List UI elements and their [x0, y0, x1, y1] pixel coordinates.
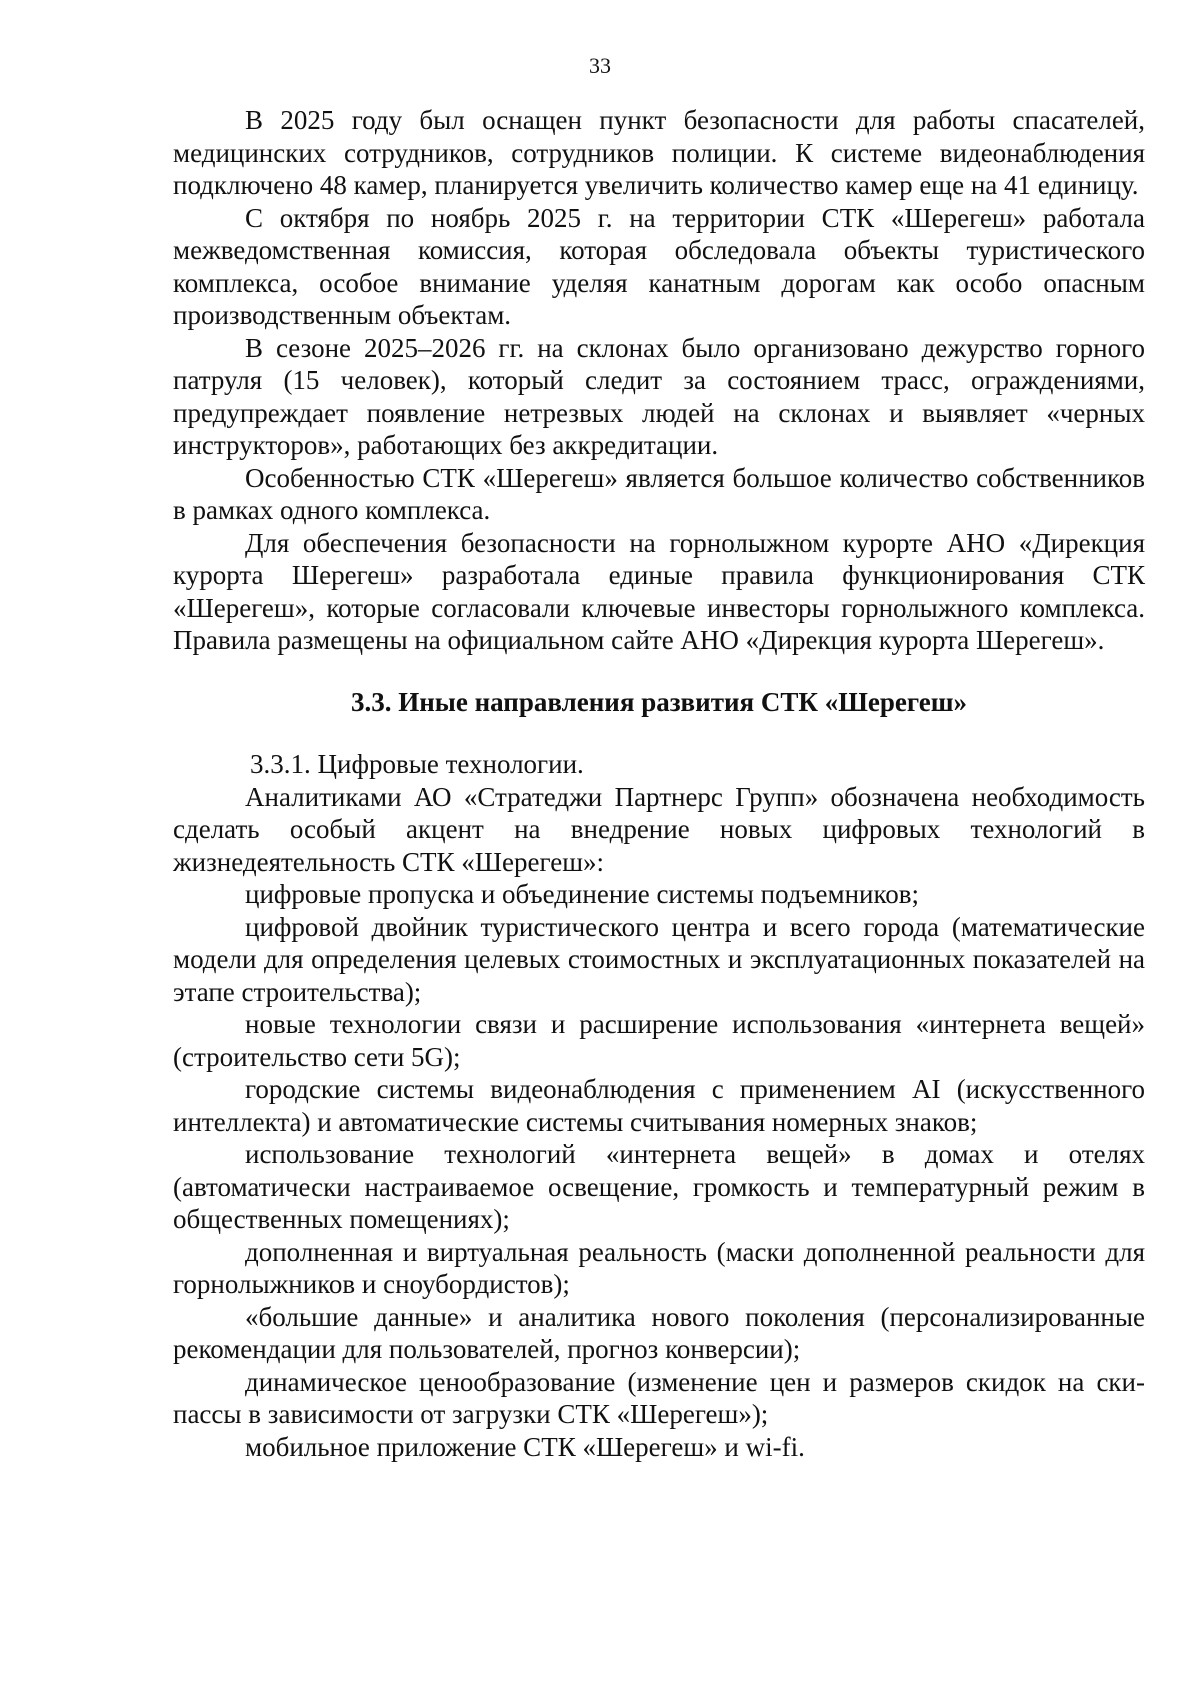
list-item-video-surveillance: городские системы видеонаблюдения с применением AI (искусственного интеллекта) и автоматические системы считывания номерных знаков; — [173, 1074, 1145, 1137]
subsection-heading: 3.3.1. Цифровые технологии. — [250, 749, 584, 779]
paragraph-owners: Особенностью СТК «Шерегеш» является большое количество собственников в рамках одного комплекса. — [173, 462, 1145, 525]
paragraph-security-point: В 2025 году был оснащен пункт безопасности для работы спасателей, медицинских сотрудников, сотрудников полиции. К системе видеонаблюдения подключено 48 камер, планируется увеличить количество камер еще на 41 единицу. — [173, 105, 1145, 200]
list-item-5g: новые технологии связи и расширение использования «интернета вещей» (строительство сети 5G); — [173, 1009, 1145, 1072]
list-item-digital-twin: цифровой двойник туристического центра и всего города (математические модели для определения целевых стоимостных и эксплуатационных показателей на этапе строительства); — [173, 911, 1145, 1007]
list-item-dynamic-pricing: динамическое ценообразование (изменение цен и размеров скидок на ски-пассы в зависимости от загрузки СТК «Шерегеш»); — [173, 1366, 1145, 1429]
list-item-mobile-app: мобильное приложение СТК «Шерегеш» и wi-fi. — [245, 1431, 805, 1462]
page-number: 33 — [589, 53, 611, 78]
list-item-ar-vr: дополненная и виртуальная реальность (маски дополненной реальности для горнолыжников и сноубордистов); — [173, 1236, 1145, 1299]
paragraph-analysts: Аналитиками АО «Стратеджи Партнерс Групп» обозначена необходимость сделать особый акцент на внедрение новых цифровых технологий в жизнедеятельность СТК «Шерегеш»: — [173, 781, 1145, 877]
document-body — [173, 104, 1145, 1463]
paragraph-rules: Для обеспечения безопасности на горнолыжном курорте АНО «Дирекция курорта Шерегеш» разработала единые правила функционирования СТК «Шерегеш», которые согласовали ключевые инвесторы горнолыжного комплекса. Правила размещены на официальном сайте АНО «Дирекция курорта Шерегеш». — [173, 527, 1145, 655]
paragraph-mountain-patrol: В сезоне 2025–2026 гг. на склонах было организовано дежурство горного патруля (15 человек), который следит за состоянием трасс, ограждениями, предупреждает появление нетрезвых людей на склонах и выявляет «черных инструкторов», работающих без аккредитации. — [173, 332, 1145, 460]
list-item-iot-hotels: использование технологий «интернета вещей» в домах и отелях (автоматически настраиваемое освещение, громкость и температурный режим в общественных помещениях); — [173, 1139, 1145, 1234]
list-item-digital-passes: цифровые пропуска и объединение системы подъемников; — [245, 879, 919, 909]
paragraph-commission: С октября по ноябрь 2025 г. на территории СТК «Шерегеш» работала межведомственная комиссия, которая обследовала объекты туристического комплекса, особое внимание уделяя канатным дорогам как особо опасным производственным объектам. — [173, 202, 1145, 330]
section-heading: 3.3. Иные направления развития СТК «Шерегеш» — [350, 686, 968, 717]
list-item-big-data: «большие данные» и аналитика нового поколения (персонализированные рекомендации для пользователей, прогноз конверсии); — [173, 1301, 1145, 1364]
